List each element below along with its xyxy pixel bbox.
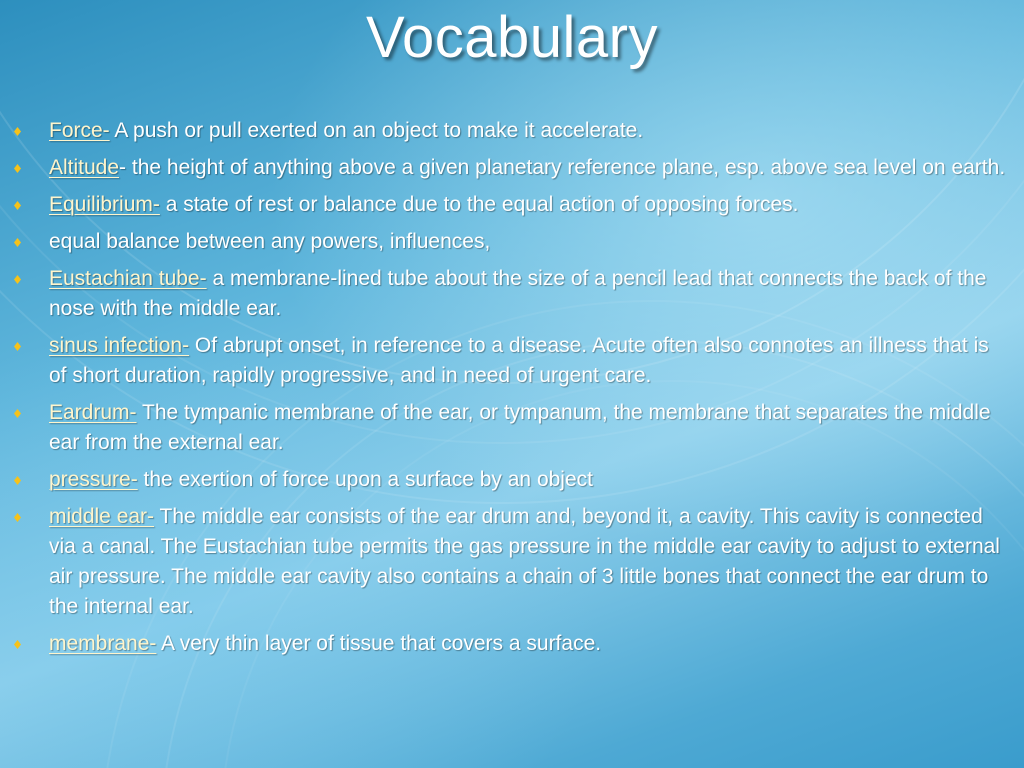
vocabulary-list [14, 116, 1010, 666]
vocabulary-definition: the exertion of force upon a surface by an object [137, 468, 593, 491]
bullet-diamond-icon [14, 476, 21, 485]
vocabulary-definition: equal balance between any powers, influences, [49, 230, 491, 253]
bullet-diamond-icon [14, 409, 21, 418]
list-item [14, 190, 1010, 220]
vocabulary-definition: A push or pull exerted on an object to make it accelerate. [109, 119, 644, 142]
vocabulary-term: Eardrum- [49, 401, 137, 424]
vocabulary-term: Eustachian tube- [49, 267, 207, 290]
bullet-diamond-icon [14, 164, 21, 173]
list-item [14, 331, 1010, 391]
vocabulary-definition: Of abrupt onset, in reference to a disease. Acute often also connotes an illness that is of short duration, rapidly progressive, and in need of urgent care. [49, 334, 989, 387]
list-item [14, 502, 1010, 622]
vocabulary-definition: a state of rest or balance due to the equal action of opposing forces. [159, 193, 799, 216]
bullet-diamond-icon [14, 201, 21, 210]
vocabulary-definition: a membrane-lined tube about the size of a pencil lead that connects the back of the nose with the middle ear. [49, 267, 987, 320]
list-item [14, 398, 1010, 458]
list-item [14, 264, 1010, 324]
vocabulary-definition: The tympanic membrane of the ear, or tympanum, the membrane that separates the middle ear from the external ear. [49, 401, 991, 454]
bullet-diamond-icon [14, 238, 21, 247]
list-item [14, 227, 1010, 257]
bullet-diamond-icon [14, 275, 21, 284]
list-item [14, 629, 1010, 659]
vocabulary-definition: The middle ear consists of the ear drum and, beyond it, a cavity. This cavity is connected via a canal. The Eustachian tube permits the gas pressure in the middle ear cavity to adjust to external air pressure. The middle ear cavity also contains a chain of 3 little bones that connect the ear drum to the internal ear. [49, 505, 1000, 618]
bullet-diamond-icon [14, 342, 21, 351]
list-item [14, 153, 1010, 183]
bullet-diamond-icon [14, 640, 21, 649]
vocabulary-term: Equilibrium- [49, 193, 160, 216]
vocabulary-term: pressure- [49, 468, 138, 491]
vocabulary-definition: - the height of anything above a given planetary reference plane, esp. above sea level on earth. [119, 156, 1006, 179]
list-item [14, 116, 1010, 146]
list-item [14, 465, 1010, 495]
vocabulary-term: membrane- [49, 632, 157, 655]
vocabulary-definition: A very thin layer of tissue that covers a surface. [156, 632, 602, 655]
bullet-diamond-icon [14, 127, 21, 136]
slide-title: Vocabulary [366, 5, 658, 70]
vocabulary-term: sinus infection- [49, 334, 190, 357]
vocabulary-term: Altitude [49, 156, 120, 179]
bullet-diamond-icon [14, 513, 21, 522]
vocabulary-term: Force- [49, 119, 110, 142]
vocabulary-term: middle ear- [49, 505, 155, 528]
